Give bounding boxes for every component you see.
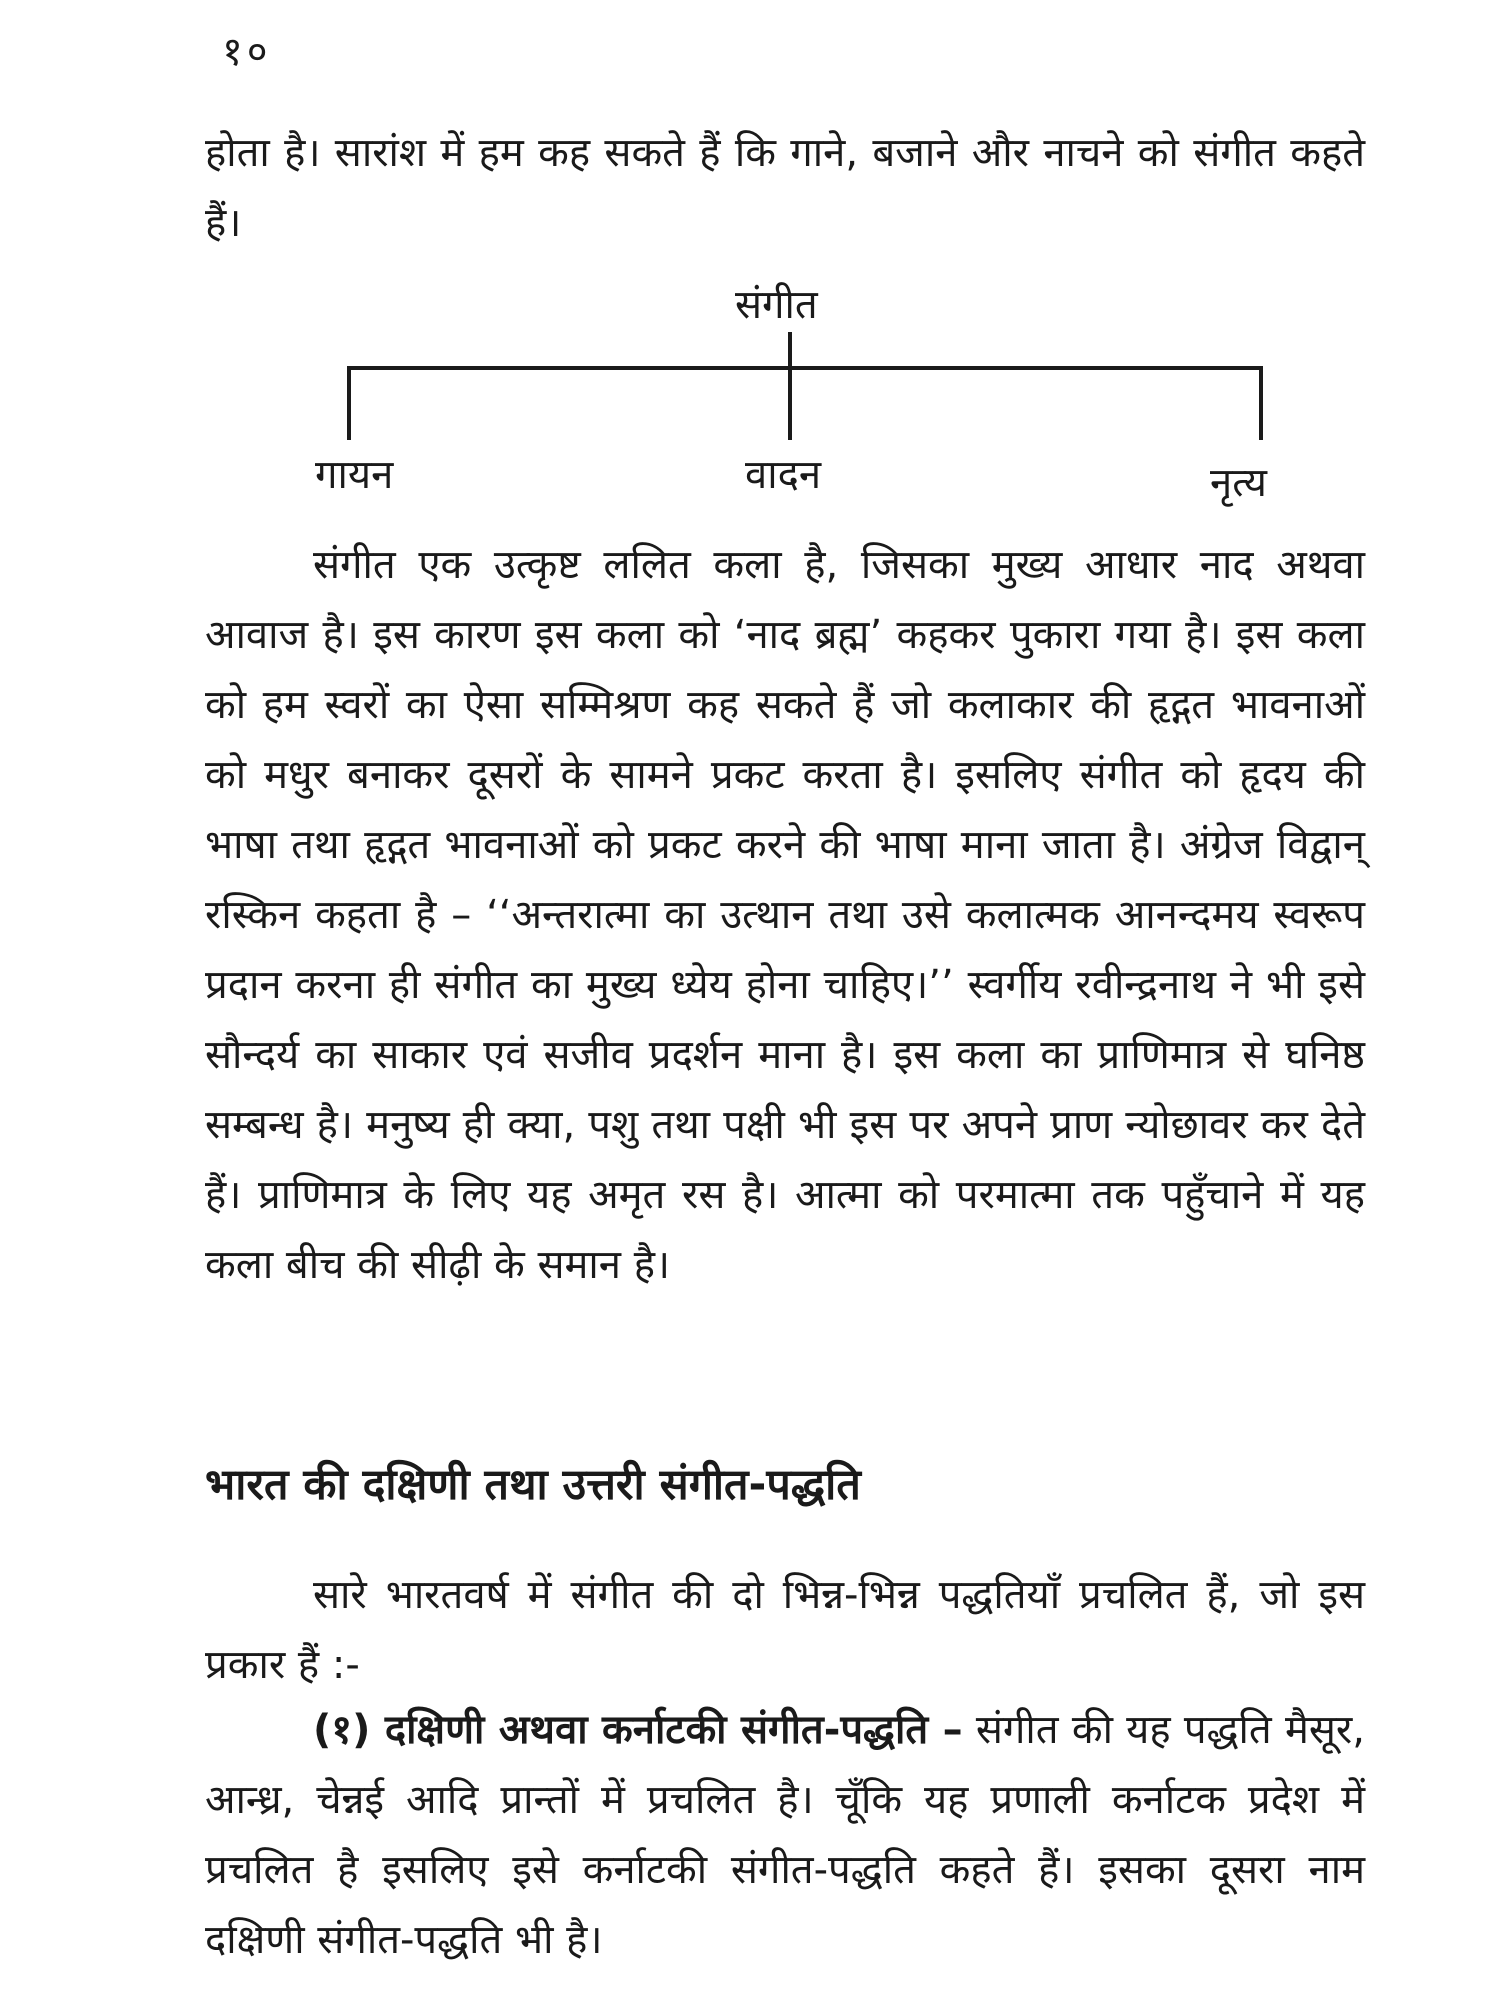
paragraph-music-art: संगीत एक उत्कृष्ट ललित कला है, जिसका मुख्य आधार नाद अथवा आवाज है। इस कारण इस कला को ‘नाद ब्रह्म’ कहकर पुकारा गया है। इस कला को हम स्वरों का ऐसा सम्मिश्रण कह सकते हैं जो कलाकार की हृद्गत भावनाओं को मधुर बनाकर दूसरों के सामने प्रकट करता है। इसलिए संगीत को हृदय की भाषा तथा हृद्गत भावनाओं को प्रकट करने की भाषा माना जाता है। अंग्रेज विद्वान् रस्किन कहता है – ‘‘अन्तरात्मा का उत्थान तथा उसे कलात्मक आनन्दमय स्वरूप प्रदान करना ही संगीत का मुख्य ध्येय होना चाहिए।’’ स्वर्गीय रवीन्द्रनाथ ने भी इसे सौन्दर्य का साकार एवं सजीव प्रदर्शन माना है। इस कला का प्राणिमात्र से घनिष्ठ सम्बन्ध है। मनुष्य ही क्या, पशु तथा पक्षी भी इस पर अपने प्राण न्योछावर कर देते हैं। प्राणिमात्र के लिए यह अमृत रस है। आत्मा को परमात्मा तक पहुँचाने में यह कला बीच की सीढ़ी के समान है। xyxy=(205,542,1365,1288)
paragraph-two-systems: सारे भारतवर्ष में संगीत की दो भिन्न-भिन्न पद्धतियाँ प्रचलित हैं, जो इस प्रकार हैं :- xyxy=(205,1572,1365,1688)
carnatic-description: संगीत की यह पद्धति मैसूर, आन्ध्र, चेन्नई आदि प्रान्तों में प्रचलित है। चूँकि यह प्रणाली कर्नाटक प्रदेश में प्रचलित है इसलिए इसे कर्नाटकी संगीत-पद्धति कहते हैं। इसका दूसरा नाम दक्षिणी संगीत-पद्धति भी है। xyxy=(205,1707,1365,1963)
paragraph-carnatic xyxy=(205,1695,1365,1975)
diagram-child-instrumental: वादन xyxy=(745,452,822,498)
music-tree-diagram xyxy=(0,270,1500,510)
carnatic-subheading: (१) दक्षिणी अथवा कर्नाटकी संगीत-पद्धति – xyxy=(313,1707,963,1753)
section-heading: भारत की दक्षिणी तथा उत्तरी संगीत-पद्धति xyxy=(205,1460,861,1510)
diagram-child-singing: गायन xyxy=(315,452,394,498)
diagram-root-label: संगीत xyxy=(735,282,818,328)
page-number: १० xyxy=(222,29,272,75)
paragraph-intro: होता है। सारांश में हम कह सकते हैं कि गाने, बजाने और नाचने को संगीत कहते हैं। xyxy=(205,130,1365,246)
diagram-child-dance: नृत्य xyxy=(1210,460,1267,506)
